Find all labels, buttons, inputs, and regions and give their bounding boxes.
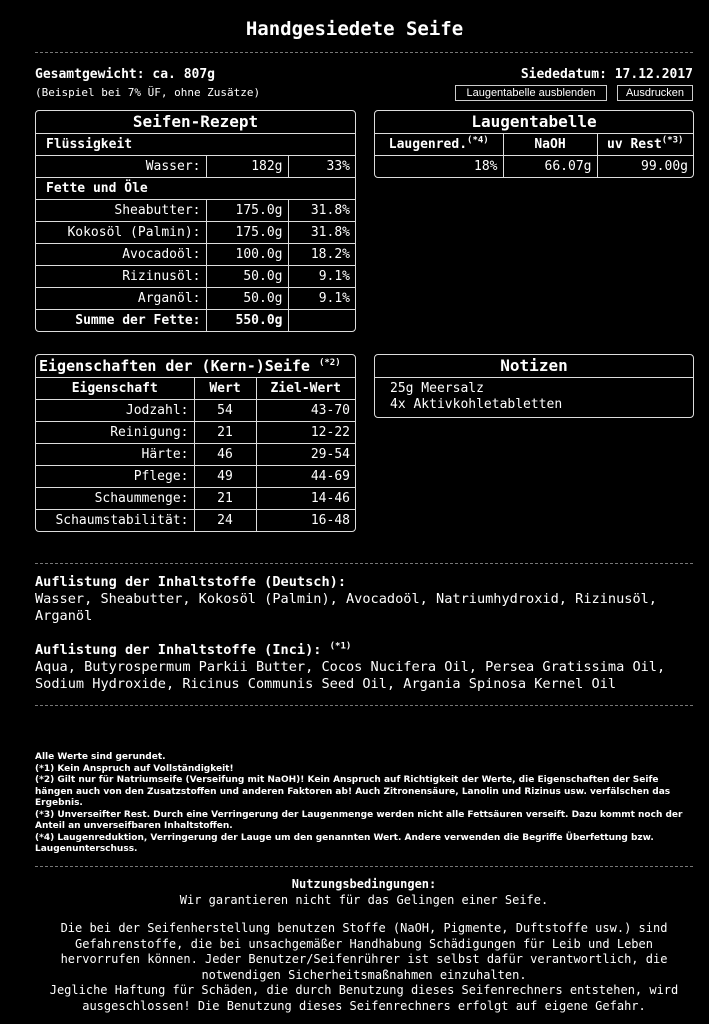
prop-name: Pflege: (36, 466, 194, 488)
table-row (36, 488, 355, 510)
ingredients-de-title: Auflistung der Inhaltstoffe (Deutsch): (35, 574, 346, 590)
ingredient-name: Avocadoöl: (36, 244, 206, 266)
recipe-title: Seifen-Rezept (132, 112, 259, 131)
ingredients-de-text: Wasser, Sheabutter, Kokosöl (Palmin), Avocadoöl, Natriumhydroxid, Rizinusöl, Arganöl (35, 591, 657, 624)
prop-name: Schaummenge: (36, 488, 194, 510)
prop-target: 12-22 (256, 422, 355, 444)
ingredients-de-section (35, 574, 695, 625)
ingredient-amount: 50.0g (206, 288, 288, 310)
lye-header-naoh: NaOH (503, 134, 597, 156)
prop-target: 14-46 (256, 488, 355, 510)
separator (35, 563, 693, 564)
sum-label: Summe der Fette: (36, 310, 206, 332)
table-row (36, 466, 355, 488)
terms-paragraph: Jegliche Haftung für Schäden, die durch Benutzung dieses Seifenrechners entstehen, wird ausgeschlossen! Die Benutzung dieses Seifenrechners erfolgt auf eigene Gefahr. (49, 983, 679, 1013)
prop-header-name: Eigenschaft (36, 378, 194, 400)
prop-value: 49 (194, 466, 256, 488)
ingredient-percent: 33% (288, 156, 355, 178)
ingredient-name: Kokosöl (Palmin): (36, 222, 206, 244)
ingredient-name: Arganöl: (36, 288, 206, 310)
separator (35, 866, 693, 867)
recipe-box (35, 110, 356, 332)
print-button[interactable]: Ausdrucken (617, 85, 693, 101)
ingredient-percent: 9.1% (288, 288, 355, 310)
table-row (375, 156, 693, 178)
properties-box (35, 354, 356, 532)
prop-value: 21 (194, 488, 256, 510)
table-row (36, 510, 355, 532)
ingredient-amount: 100.0g (206, 244, 288, 266)
notes-box (374, 354, 694, 418)
prop-target: 43-70 (256, 400, 355, 422)
lye-header-reduction: Laugenred.$^{(*4)}$ (375, 134, 503, 156)
ingredient-percent: 31.8% (288, 222, 355, 244)
prop-target: 44-69 (256, 466, 355, 488)
ingredient-percent: 18.2% (288, 244, 355, 266)
total-weight: Gesamtgewicht: ca. 807g (35, 67, 216, 82)
prop-value: 46 (194, 444, 256, 466)
recipe-table (36, 133, 355, 331)
lye-title: Laugentabelle (471, 112, 597, 131)
table-row (36, 422, 355, 444)
properties-title: Eigenschaften der (Kern-)Seife $^{(*2)}$ (39, 357, 341, 375)
footnote: Alle Werte sind gerundet. (35, 752, 166, 762)
lye-reduction-value: 18% (375, 156, 503, 178)
prop-value: 54 (194, 400, 256, 422)
hide-lye-table-button[interactable]: Laugentabelle ausblenden (455, 85, 607, 101)
notes-content (375, 377, 693, 417)
table-row (36, 156, 355, 178)
prop-target: 16-48 (256, 510, 355, 532)
separator (35, 705, 693, 706)
prop-header-value: Wert (194, 378, 256, 400)
lye-table (375, 133, 693, 177)
ingredients-inci-text: Aqua, Butyrospermum Parkii Butter, Cocos Nucifera Oil, Persea Gratissima Oil, Sodium Hydroxide, Ricinus Communis Seed Oil, Argania Spinosa Kernel Oil (35, 659, 666, 692)
ingredient-percent: 31.8% (288, 200, 355, 222)
fats-label: Fette und Öle (36, 178, 355, 200)
prop-name: Reinigung: (36, 422, 194, 444)
prop-name: Härte: (36, 444, 194, 466)
footnote: (*2) Gilt nur für Natriumseife (Verseifung mit NaOH)! Kein Anspruch auf Richtigkeit der Werte, die Eigenschaften der Seife hängen auch von den Zusatzstoffen und anderen Faktoren ab! Auch Zitronensäure, Lanolin und Rizinus usw. verfälschen das Ergebnis. (35, 775, 671, 808)
ingredient-name: Sheabutter: (36, 200, 206, 222)
footnotes (35, 752, 695, 856)
notes-title: Notizen (500, 356, 568, 375)
table-row (36, 200, 355, 222)
lye-header-rest: uv Rest$^{(*3)}$ (597, 134, 693, 156)
terms-title: Nutzungsbedingungen: (291, 877, 437, 891)
page-title: Handgesiedete Seife (245, 18, 464, 40)
note-line: 25g Meersalz (390, 381, 484, 396)
prop-value: 21 (194, 422, 256, 444)
footnote: (*1) Kein Anspruch auf Vollständigkeit! (35, 763, 234, 774)
ingredient-amount: 175.0g (206, 200, 288, 222)
terms-line: Wir garantieren nicht für das Gelingen einer Seife. (179, 892, 549, 907)
ingredient-amount: 50.0g (206, 266, 288, 288)
table-row (36, 266, 355, 288)
lye-rest-value: 99.00g (597, 156, 693, 178)
prop-value: 24 (194, 510, 256, 532)
terms-paragraph: Die bei der Seifenherstellung benutzen Stoffe (NaOH, Pigmente, Duftstoffe usw.) sind Gefahrenstoffe, die bei unsachgemäßer Handhabung Schädigungen für Leib und Leben hervorrufen können. Jeder Benutzer/Seifenrührer ist selbst dafür verantwortlich, die notwendigen Sicherheitsmaßnahmen einzuhalten. (60, 921, 668, 982)
table-row (36, 244, 355, 266)
ingredients-inci-section (35, 642, 707, 693)
sum-row (36, 310, 355, 332)
ingredient-name: Rizinusöl: (36, 266, 206, 288)
example-note: (Beispiel bei 7% ÜF, ohne Zusätze) (35, 86, 261, 99)
lye-table-box (374, 110, 694, 178)
note-line: 4x Aktivkohletabletten (390, 397, 563, 412)
table-row (36, 288, 355, 310)
lye-naoh-value: 66.07g (503, 156, 597, 178)
table-row (36, 400, 355, 422)
prop-name: Schaumstabilität: (36, 510, 194, 532)
ingredient-amount: 175.0g (206, 222, 288, 244)
table-row (36, 222, 355, 244)
footnote: (*4) Laugenreduktion, Verringerung der Lauge um den genannten Wert. Andere verwenden die Begriffe Überfettung bzw. Laugenunterschuss. (35, 832, 654, 854)
separator (35, 52, 693, 53)
prop-target: 29-54 (256, 444, 355, 466)
prop-header-target: Ziel-Wert (256, 378, 355, 400)
prop-name: Jodzahl: (36, 400, 194, 422)
ingredient-percent: 9.1% (288, 266, 355, 288)
terms-section (35, 877, 693, 1014)
boil-date: Siededatum: 17.12.2017 (520, 67, 693, 82)
properties-table (36, 377, 355, 531)
table-row (36, 444, 355, 466)
footnote: (*3) Unverseifter Rest. Durch eine Verringerung der Laugenmenge werden nicht alle Fettsäuren verseift. Dazu kommt noch der Anteil an unverseifbaren Inhaltstoffen. (35, 809, 683, 831)
ingredients-inci-title: Auflistung der Inhaltstoffe (Inci): $^{(*1)}$ (35, 641, 352, 658)
sum-value: 550.0g (206, 310, 288, 332)
ingredient-amount: 182g (206, 156, 288, 178)
ingredient-name: Wasser: (36, 156, 206, 178)
liquids-label: Flüssigkeit (36, 134, 355, 156)
